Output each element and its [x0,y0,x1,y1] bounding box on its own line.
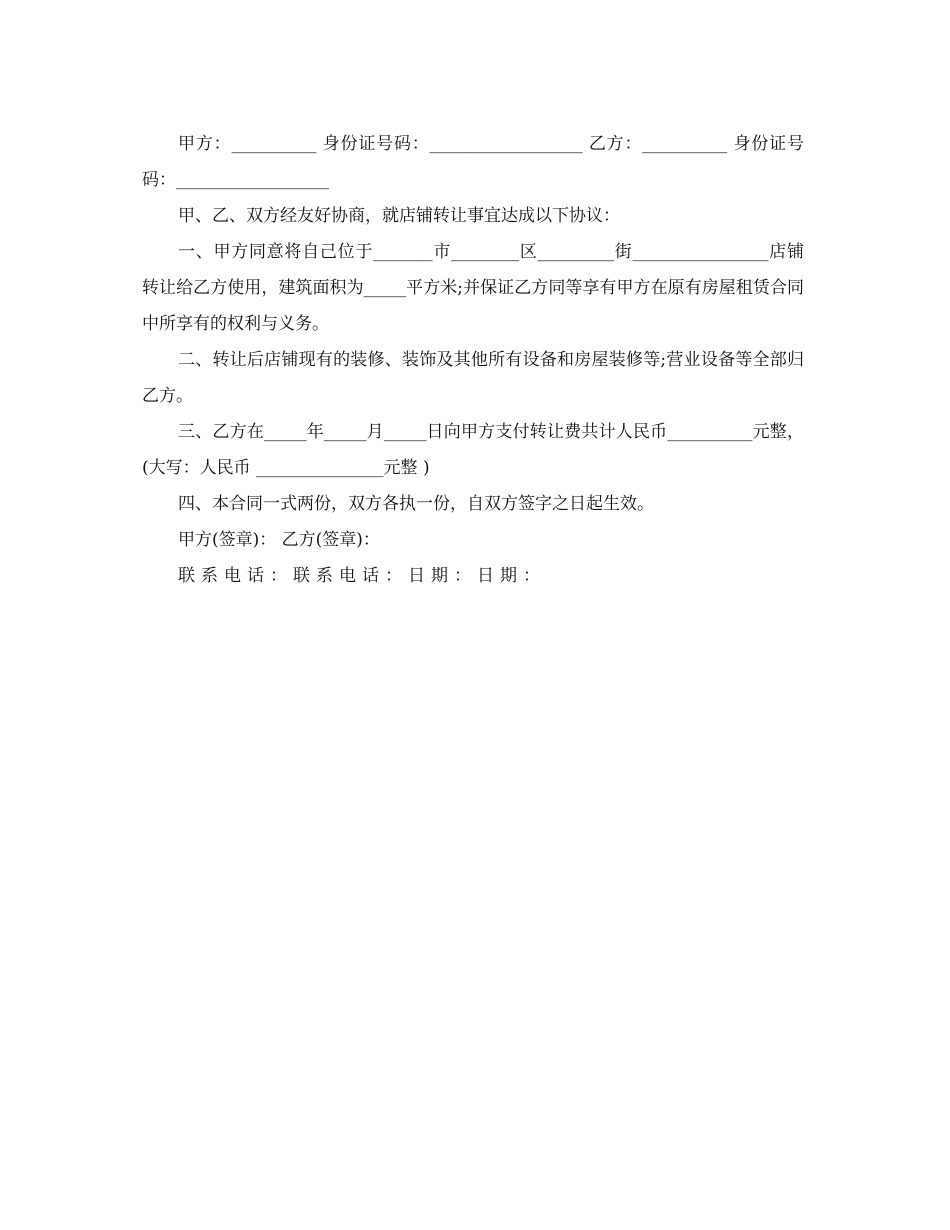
clause-two-paragraph: 二、转让后店铺现有的装修、装饰及其他所有设备和房屋装修等;营业设备等全部归乙方。 [142,350,804,406]
contract-body [142,126,804,594]
party-info-paragraph: 甲方：__________ 身份证号码：__________________ 乙方：__________ 身份证号码：__________________ [142,134,804,190]
clause-three-paragraph: 三、乙方在_____年_____月_____日向甲方支付转让费共计人民币__________元整，(大写：人民币 _______________元整 ) [142,422,804,478]
agreement-intro-paragraph: 甲、乙、双方经友好协商，就店铺转让事宜达成以下协议： [178,206,620,226]
clause-four-paragraph: 四、本合同一式两份，双方各执一份，自双方签字之日起生效。 [178,494,654,514]
signature-line: 甲方(签章)： 乙方(签章)： [178,530,380,550]
clause-one-paragraph: 一、甲方同意将自己位于_______市________区_________街________________店铺转让给乙方使用，建筑面积为_____平方米;并保证乙方同等享有甲方在原有房屋租赁合同中所享有的权利与义务。 [142,242,804,334]
contact-date-line: 联系电话：联系电话：日期：日期： [178,566,546,586]
